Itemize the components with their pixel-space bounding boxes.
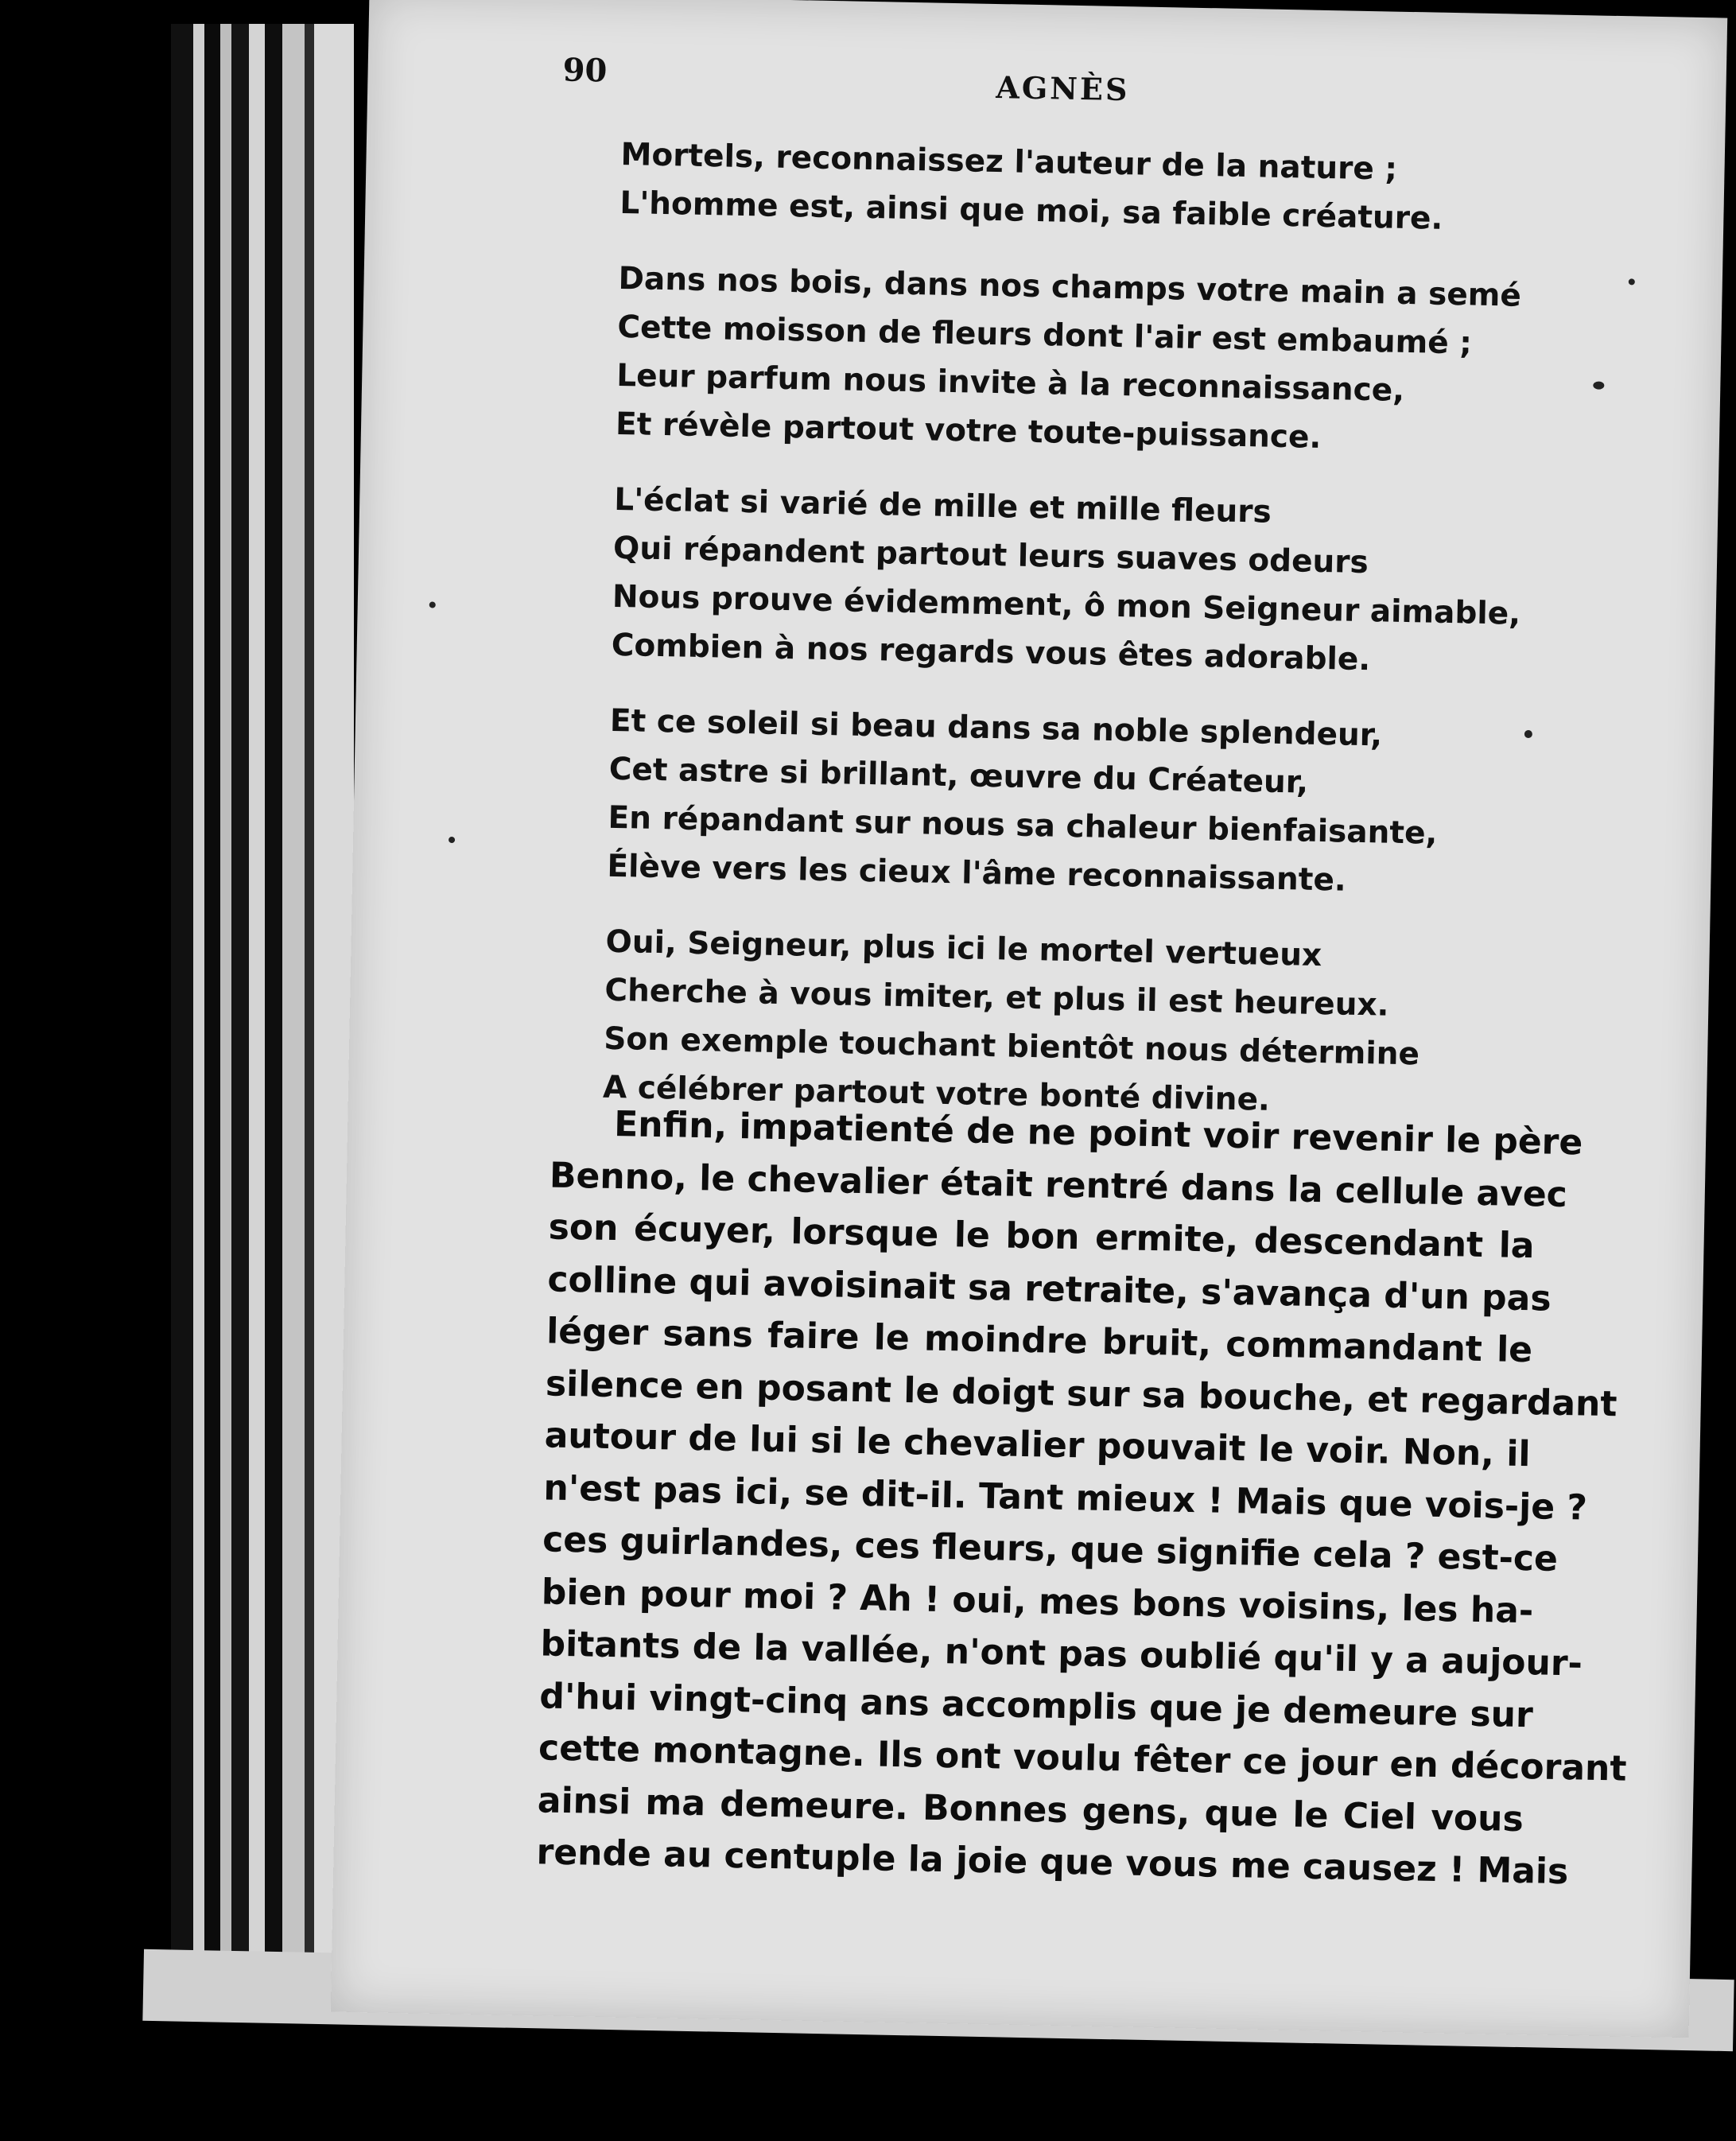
prose-line: ces guirlandes, ces fleurs, que signifie cela ? est-ce bbox=[542, 1519, 1559, 1580]
poem-line: Cette moisson de fleurs dont l'air est embaumé ; bbox=[617, 309, 1473, 362]
scan-speck bbox=[1524, 730, 1532, 738]
poem-line: En répandant sur nous sa chaleur bienfaisante, bbox=[608, 799, 1438, 852]
poem-line: Mortels, reconnaissez l'auteur de la nature ; bbox=[620, 136, 1398, 188]
poem-line: Dans nos bois, dans nos champs votre main a semé bbox=[618, 260, 1522, 314]
book-spine bbox=[171, 24, 354, 2008]
prose-line: autour de lui si le chevalier pouvait le voir. Non, il bbox=[544, 1415, 1531, 1475]
scan-speck bbox=[1629, 278, 1635, 285]
prose-line: colline qui avoisinait sa retraite, s'avança d'un pas bbox=[547, 1258, 1552, 1319]
stanza-4 bbox=[607, 697, 1501, 907]
prose-line: son écuyer, lorsque le bon ermite, descendant la bbox=[548, 1206, 1536, 1267]
poem-line: Cherche à vous imiter, et plus il est heureux. bbox=[604, 972, 1389, 1024]
prose-paragraph bbox=[536, 1097, 1627, 1897]
poem-line: L'homme est, ainsi que moi, sa faible créature. bbox=[619, 185, 1443, 237]
poem-line: Et ce soleil si beau dans sa noble splendeur, bbox=[609, 702, 1383, 754]
prose-line: léger sans faire le moindre bruit, commandant le bbox=[546, 1311, 1533, 1371]
prose-line: bitants de la vallée, n'ont pas oublié qu'il y a aujour- bbox=[540, 1623, 1583, 1684]
stanza-3 bbox=[611, 476, 1521, 686]
poem-line: Cet astre si brillant, œuvre du Créateur, bbox=[608, 751, 1309, 801]
prose-line: Benno, le chevalier était rentré dans la cellule avec bbox=[549, 1154, 1568, 1215]
scan-speck bbox=[1593, 381, 1604, 389]
prose-line: cette montagne. Ils ont voulu fêter ce jour en décorant bbox=[538, 1727, 1627, 1789]
poem-line: Et révèle partout votre toute-puissance. bbox=[615, 406, 1322, 456]
poem-line: Oui, Seigneur, plus ici le mortel vertueux bbox=[605, 923, 1322, 974]
book-page bbox=[331, 0, 1727, 2038]
poem-line: Élève vers les cieux l'âme reconnaissante. bbox=[607, 848, 1347, 899]
poem-line: L'éclat si varié de mille et mille fleurs bbox=[613, 481, 1272, 530]
poem bbox=[602, 130, 1522, 1156]
page-header bbox=[368, 48, 1726, 108]
poem-line: A célébrer partout votre bonté divine. bbox=[602, 1069, 1271, 1118]
stanza-5 bbox=[603, 918, 1497, 1129]
stanza-2 bbox=[615, 255, 1522, 465]
poem-line: Nous prouve évidemment, ô mon Seigneur aimable, bbox=[612, 578, 1521, 632]
scan-speck bbox=[429, 601, 436, 608]
poem-line: Combien à nos regards vous êtes adorable. bbox=[611, 627, 1371, 678]
poem-line: Qui répandent partout leurs suaves odeurs bbox=[612, 530, 1369, 581]
prose-line: bien pour moi ? Ah ! oui, mes bons voisins, les ha- bbox=[541, 1571, 1534, 1631]
prose-line: silence en posant le doigt sur sa bouche, et regardant bbox=[545, 1362, 1618, 1424]
poem-line: Leur parfum nous invite à la reconnaissance, bbox=[616, 357, 1405, 409]
prose-line: Enfin, impatienté de ne point voir revenir le père bbox=[613, 1104, 1583, 1164]
prose-line: d'hui vingt-cinq ans accomplis que je demeure sur bbox=[538, 1675, 1534, 1735]
scan-speck bbox=[449, 837, 455, 843]
stanza-1 bbox=[619, 130, 1512, 244]
running-title: AGNÈS bbox=[995, 68, 1130, 108]
poem-line: Son exemple touchant bientôt nous détermine bbox=[603, 1020, 1420, 1073]
page-number: 90 bbox=[562, 51, 608, 90]
prose-line: ainsi ma demeure. Bonnes gens, que le Ciel vous bbox=[537, 1779, 1524, 1840]
prose-line: rende au centuple la joie que vous me causez ! Mais bbox=[536, 1832, 1569, 1893]
prose-line: n'est pas ici, se dit-il. Tant mieux ! Mais que vois-je ? bbox=[542, 1467, 1588, 1529]
